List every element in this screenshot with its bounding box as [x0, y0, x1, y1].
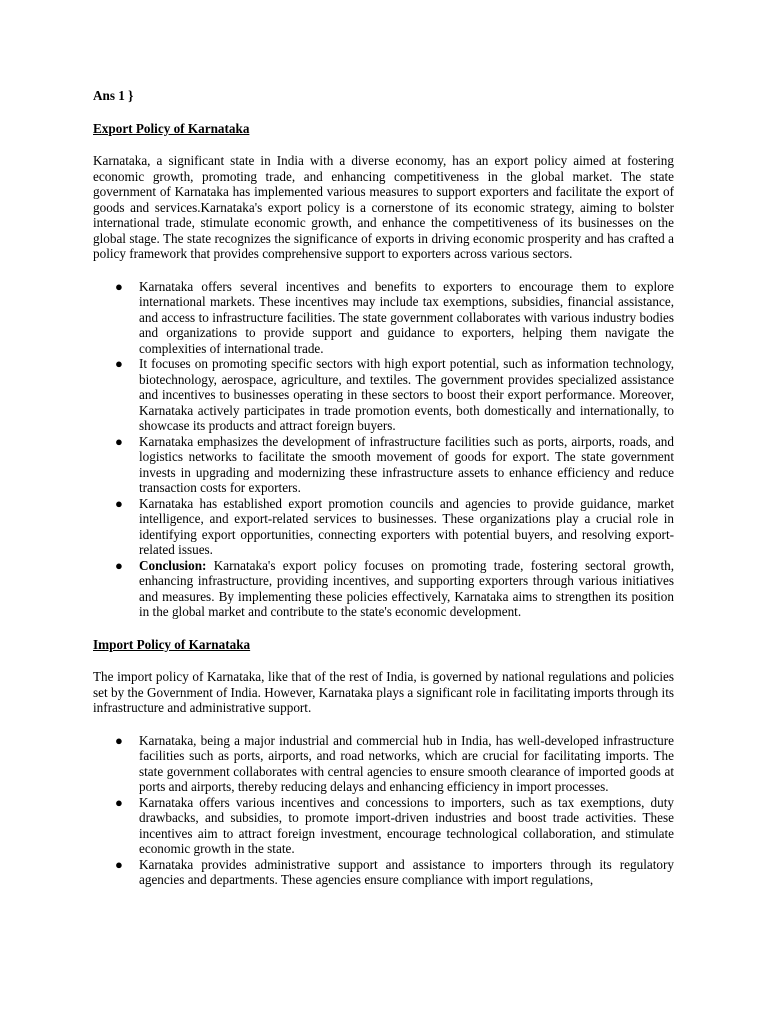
list-item	[93, 857, 674, 888]
bullet-icon: ●	[115, 794, 123, 810]
bullet-text: It focuses on promoting specific sectors with high export potential, such as information technology, biotechnology, aerospace, agriculture, and textiles. The government provides specialized assistance and incentives to businesses operating in these sectors to boost their export performance. Moreover, Karnataka actively participates in trade promotion events, both domestically and internationally, to showcase its products and attract foreign buyers.	[139, 356, 674, 433]
bullet-icon: ●	[115, 495, 123, 511]
bullet-icon: ●	[115, 433, 123, 449]
bullet-lead: Conclusion:	[139, 557, 207, 573]
export-policy-heading: Export Policy of Karnataka	[93, 120, 250, 136]
import-intro-paragraph: The import policy of Karnataka, like that of the rest of India, is governed by national regulations and policies set by the Government of India. However, Karnataka plays a significant role in facilitating imports through its infrastructure and administrative support.	[93, 669, 674, 715]
list-item	[93, 558, 674, 620]
bullet-text: Karnataka, being a major industrial and commercial hub in India, has well-developed infrastructure facilities such as ports, airports, and road networks, which are crucial for facilitating imports. The state government collaborates with central agencies to ensure smooth clearance of imported goods at ports and airports, thereby reducing delays and enhancing efficiency in import processes.	[139, 732, 674, 794]
bullet-text: Karnataka has established export promotion councils and agencies to provide guidance, market intelligence, and export-related services to businesses. These organizations play a crucial role in identifying export opportunities, connecting exporters with potential buyers, and resolving export-related issues.	[139, 495, 674, 557]
list-item	[93, 795, 674, 857]
answer-label: Ans 1 }	[93, 88, 134, 103]
bullet-text: Karnataka offers several incentives and benefits to exporters to encourage them to explore international markets. These incentives may include tax exemptions, subsidies, financial assistance, and access to infrastructure facilities. The state government collaborates with various industry bodies and organizations to provide support and guidance to exporters, helping them navigate the complexities of international trade.	[139, 278, 674, 356]
list-item	[93, 733, 674, 795]
export-intro-paragraph: Karnataka, a significant state in India with a diverse economy, has an export policy aimed at fostering economic growth, promoting trade, and enhancing competitiveness in the global market. The state government of Karnataka has implemented various measures to support exporters and facilitate the export of goods and services.Karnataka's export policy is a cornerstone of its economic strategy, aiming to bolster international trade, stimulate economic growth, and enhance the competitiveness of its businesses on the global stage. The state recognizes the significance of exports in driving economic prosperity and has crafted a policy framework that provides comprehensive support to exporters across various sectors.	[93, 153, 674, 261]
import-policy-heading: Import Policy of Karnataka	[93, 636, 251, 652]
list-item	[93, 279, 674, 357]
bullet-icon: ●	[115, 732, 123, 748]
list-item	[93, 356, 674, 434]
bullet-text: Karnataka offers various incentives and concessions to importers, such as tax exemptions, duty drawbacks, and subsidies, to promote import-driven industries and boost trade activities. These incentives aim to attract foreign investment, encourage technological collaboration, and stimulate economic growth in the state.	[139, 794, 674, 856]
bullet-text: Karnataka provides administrative support and assistance to importers through its regulatory agencies and departments. These agencies ensure compliance with import regulations,	[139, 856, 674, 887]
list-item	[93, 496, 674, 558]
bullet-icon: ●	[115, 856, 123, 872]
bullet-text: Karnataka's export policy focuses on promoting trade, fostering sectoral growth, enhancing infrastructure, providing incentives, and supporting exporters through various initiatives and measures. By implementing these policies effectively, Karnataka aims to strengthen its position in the global market and contribute to the state's economic development.	[139, 557, 674, 619]
list-item	[93, 434, 674, 496]
export-bullet-list	[93, 279, 674, 620]
import-bullet-list	[93, 733, 674, 888]
bullet-icon: ●	[115, 278, 123, 294]
bullet-icon: ●	[115, 557, 123, 573]
bullet-icon: ●	[115, 356, 123, 371]
bullet-text: Karnataka emphasizes the development of infrastructure facilities such as ports, airports, roads, and logistics networks to facilitate the smooth movement of goods for export. The state government invests in upgrading and modernizing these infrastructure assets to enhance efficiency and reduce transaction costs for exporters.	[139, 433, 674, 495]
